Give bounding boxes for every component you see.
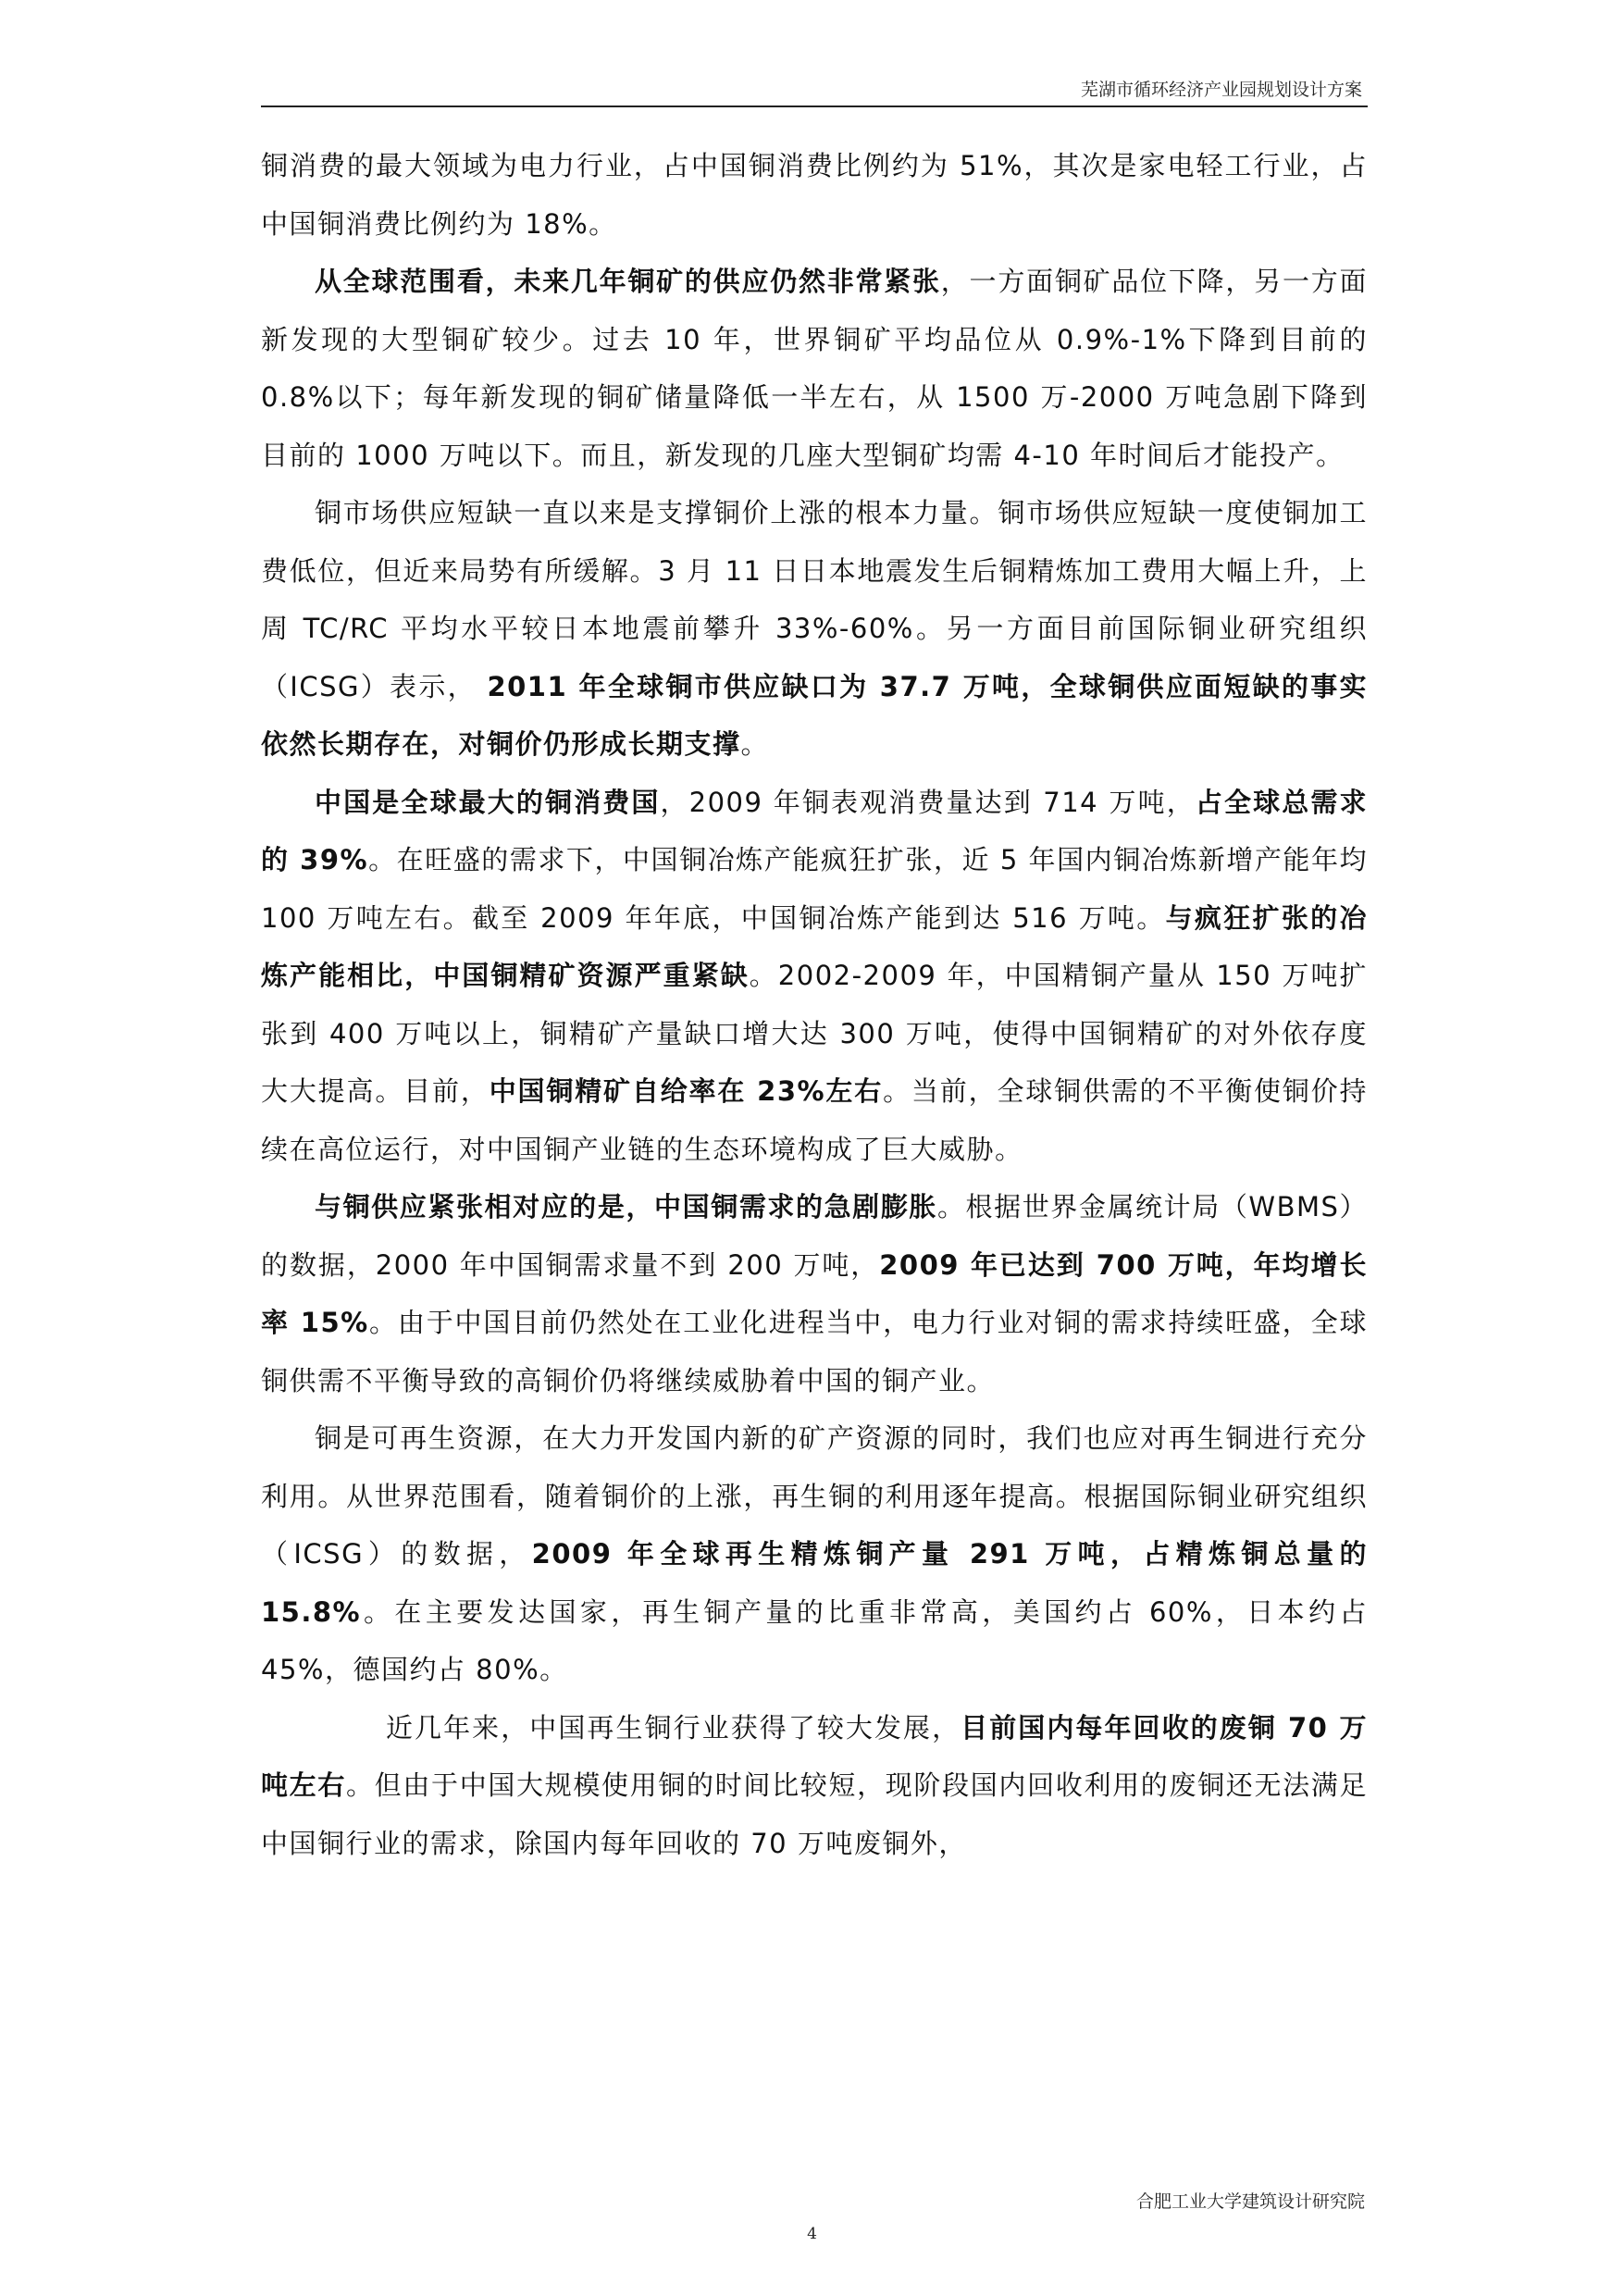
bold-text-segment: 中国铜精矿自给率在 23%左右 — [489, 1075, 884, 1107]
page-number: 4 — [807, 2225, 817, 2243]
bold-text-segment: 2009 年全球再生精炼铜产量 291 万吨，占精炼铜总量的 15.8% — [261, 1538, 1368, 1628]
paragraph — [261, 137, 1368, 253]
text-segment: 。 — [740, 728, 770, 760]
bold-text-segment: 2009 年已达到 700 万吨，年均增长率 15% — [261, 1248, 1368, 1338]
bold-text-segment: 从全球范围看，未来几年铜矿的供应仍然非常紧张 — [315, 266, 941, 297]
text-segment: 。但由于中国大规模使用铜的时间比较短，现阶段国内回收利用的废铜还无法满足中国铜行业的需求，除国内每年回收的 70 万吨废铜外， — [261, 1769, 1368, 1859]
text-segment: 。当前，全球铜供需的不平衡使铜价持续在高位运行，对中国铜产业链的生态环境构成了巨大威胁。 — [261, 1075, 1368, 1165]
text-segment: 铜市场供应短缺一直以来是支撑铜价上涨的根本力量。铜市场供应短缺一度使铜加工费低位，但近来局势有所缓解。3 月 11 日日本地震发生后铜精炼加工费用大幅上升，上周 TC/RC 平均水平较日本地震前攀升 33%-60%。另一方面目前国际铜业研究组织（ICSG）表示， — [261, 497, 1368, 702]
paragraph — [261, 484, 1368, 774]
page-header-title: 芜湖市循环经济产业园规划设计方案 — [1080, 80, 1362, 100]
text-segment: ，2009 年铜表观消费量达到 714 万吨， — [660, 786, 1196, 818]
bold-text-segment: 2011 年全球铜市供应缺口为 37.7 万吨，全球铜供应面短缺的事实依然长期存在，对铜价仍形成长期支撑 — [261, 670, 1369, 760]
paragraph — [261, 253, 1368, 484]
paragraph — [261, 1699, 1368, 1873]
text-segment: 。由于中国目前仍然处在工业化进程当中，电力行业对铜的需求持续旺盛，全球铜供需不平衡导致的高铜价仍将继续威胁着中国的铜产业。 — [261, 1307, 1368, 1396]
paragraph — [261, 774, 1368, 1179]
text-segment: 。2002-2009 年，中国精铜产量从 150 万吨扩张到 400 万吨以上，铜精矿产量缺口增大达 300 万吨，使得中国铜精矿的对外依存度大大提高。目前， — [261, 960, 1368, 1107]
bold-text-segment: 中国是全球最大的铜消费国 — [315, 786, 661, 818]
text-segment: 近几年来，中国再生铜行业获得了较大发展， — [386, 1711, 961, 1744]
text-segment: 。在旺盛的需求下，中国铜冶炼产能疯狂扩张，近 5 年国内铜冶炼新增产能年均 100 万吨左右。截至 2009 年年底，中国铜冶炼产能到达 516 万吨。 — [261, 844, 1368, 934]
bold-text-segment: 与疯狂扩张的冶炼产能相比，中国铜精矿资源严重紧缺 — [261, 901, 1368, 991]
document-body — [261, 137, 1368, 1872]
paragraph — [261, 1178, 1368, 1409]
bold-text-segment: 与铜供应紧张相对应的是，中国铜需求的急剧膨胀 — [315, 1191, 937, 1222]
footer-organization: 合肥工业大学建筑设计研究院 — [1135, 2191, 1365, 2212]
text-segment: 铜消费的最大领域为电力行业，占中国铜消费比例约为 51%，其次是家电轻工行业，占中国铜消费比例约为 18%。 — [261, 150, 1368, 240]
header-rule — [261, 105, 1368, 107]
text-segment: 。根据世界金属统计局（WBMS）的数据，2000 年中国铜需求量不到 200 万吨， — [261, 1191, 1368, 1281]
bold-text-segment: 目前国内每年回收的废铜 70 万吨左右 — [261, 1711, 1368, 1801]
text-segment: 铜是可再生资源，在大力开发国内新的矿产资源的同时，我们也应对再生铜进行充分利用。从世界范围看，随着铜价的上涨，再生铜的利用逐年提高。根据国际铜业研究组织（ICSG）的数据， — [261, 1422, 1368, 1570]
text-segment: 。在主要发达国家，再生铜产量的比重非常高，美国约占 60%，日本约占 45%，德国约占 80%。 — [261, 1595, 1368, 1685]
paragraph — [261, 1409, 1368, 1699]
bold-text-segment: 占全球总需求的 39% — [261, 786, 1368, 875]
text-segment: ，一方面铜矿品位下降，另一方面新发现的大型铜矿较少。过去 10 年，世界铜矿平均品位从 0.9%-1%下降到目前的 0.8%以下；每年新发现的铜矿储量降低一半左右，从 1500 万-2000 万吨急剧下降到目前的 1000 万吨以下。而且，新发现的几座大型铜矿均需 4-10 年时间后才能投产。 — [261, 266, 1368, 471]
